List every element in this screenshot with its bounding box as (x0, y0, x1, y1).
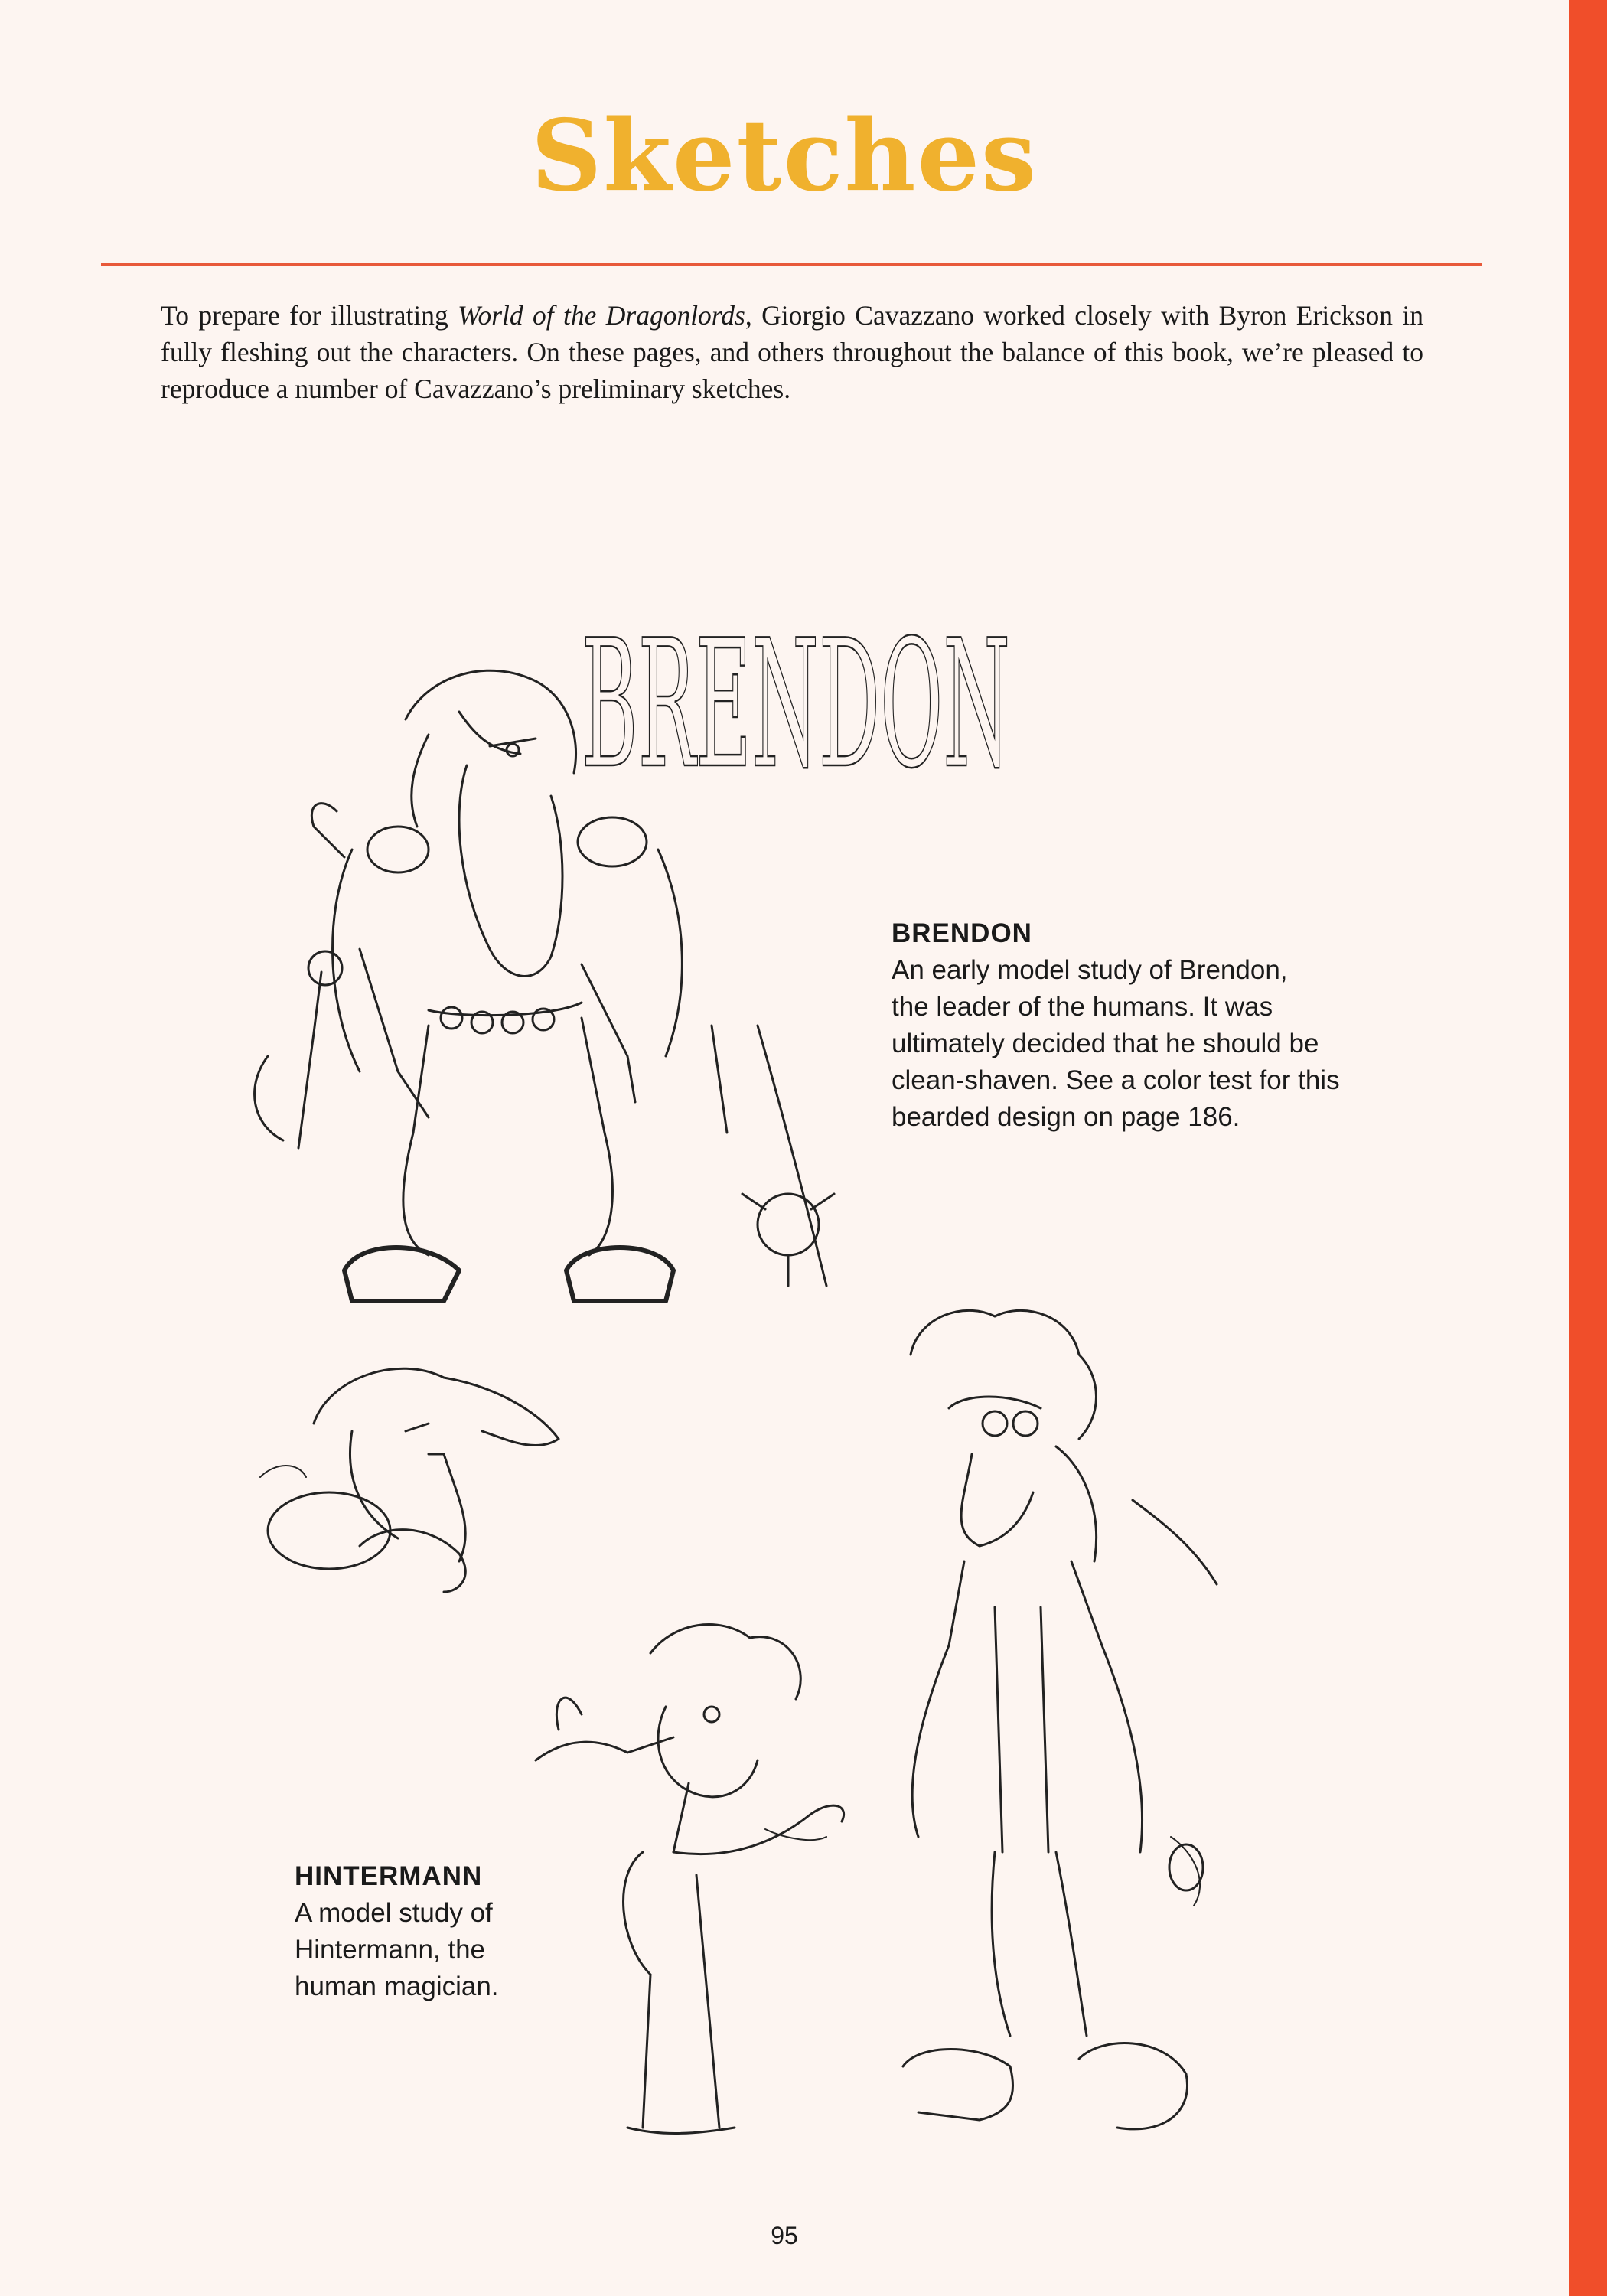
hintermann-caption (295, 1858, 570, 2005)
tall-character-sketch (903, 1310, 1217, 2129)
hintermann-sketch (536, 1625, 844, 2134)
head-study-sketch (260, 1368, 559, 1592)
hintermann-caption-text: A model study of Hintermann, the human magician. (295, 1898, 499, 2001)
brendon-caption-title: BRENDON (892, 918, 1032, 948)
page-number: 95 (771, 2222, 798, 2249)
intro-text-end: , Giorgio Cavazzano worked closely with Byron Erickson in fully fleshing out the characters. On these pages, and others throughout the balance of this book, we’re pleased to reproduce a number of Cavazzano’s preliminary sketches. (161, 300, 1423, 404)
intro-book-title: World of the Dragonlords (458, 300, 745, 331)
hintermann-caption-title: HINTERMANN (295, 1861, 483, 1891)
brendon-caption-text: An early model study of Brendon, the leader of the humans. It was ultimately decided that he should be clean-shaven. See a color test for this bearded design on page 186. (892, 955, 1340, 1132)
intro-text-start: To prepare for illustrating (161, 300, 458, 331)
page-title: Sketches (530, 99, 1038, 214)
brendon-caption (892, 915, 1412, 1136)
side-accent-bar (1569, 0, 1607, 2296)
brendon-lettering: BRENDON (582, 603, 1010, 807)
